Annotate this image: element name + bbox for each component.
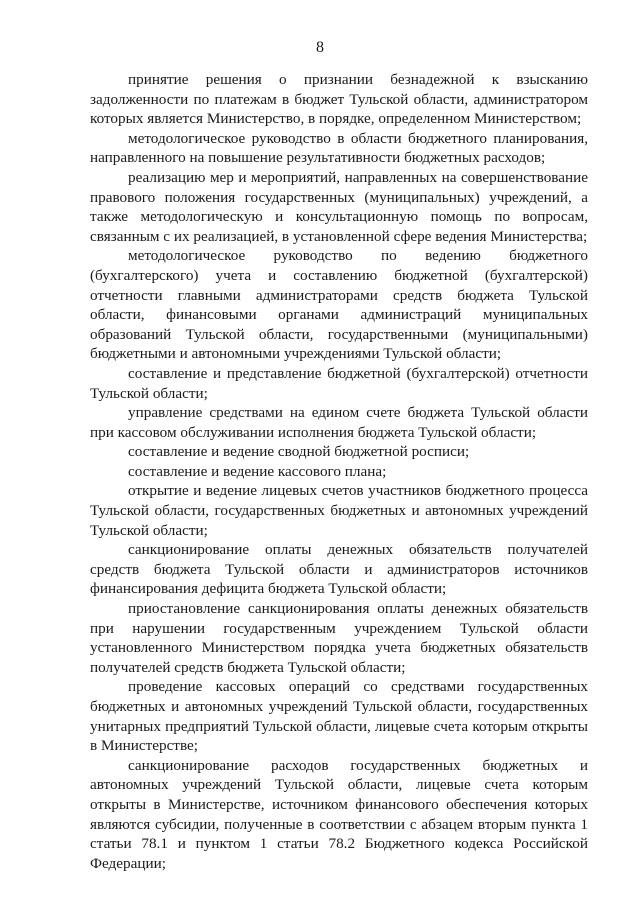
paragraph-9: открытие и ведение лицевых счетов участников бюджетного процесса Тульской области, государственных бюджетных и автономных учреждений Тульской области; <box>90 482 588 539</box>
paragraph-1: принятие решения о признании безнадежной к взысканию задолженности по платежам в бюджет Тульской области, администратором которых является Министерство, в порядке, определенном Министерством; <box>90 71 588 128</box>
paragraph-3: реализацию мер и мероприятий, направленных на совершенствование правового положения государственных (муниципальных) учреждений, а также методологическую и консультационную помощь по вопросам, связанным с их реализацией, в установленной сфере ведения Министерства; <box>90 168 588 245</box>
paragraph-6: управление средствами на едином счете бюджета Тульской области при кассовом обслуживании исполнения бюджета Тульской области; <box>90 404 588 441</box>
document-body <box>90 70 588 873</box>
paragraph-12: проведение кассовых операций со средствами государственных бюджетных и автономных учреждений Тульской области, государственных унитарных предприятий Тульской области, лицевые счета которым открыты в Министерстве; <box>90 678 588 755</box>
paragraph-7: составление и ведение сводной бюджетной росписи; <box>128 443 470 461</box>
paragraph-2: методологическое руководство в области бюджетного планирования, направленного на повышение результативности бюджетных расходов; <box>90 129 588 167</box>
paragraph-11: приостановление санкционирования оплаты денежных обязательств при нарушении государственным учреждением Тульской области установленного Министерством порядка учета бюджетных обязательств получателей средств бюджета Тульской области; <box>90 600 588 676</box>
page-number: 8 <box>316 39 324 56</box>
paragraph-10: санкционирование оплаты денежных обязательств получателей средств бюджета Тульской области и администраторов источников финансирования дефицита бюджета Тульской области; <box>90 541 588 598</box>
paragraph-4: методологическое руководство по ведению бюджетного (бухгалтерского) учета и составлению бюджетной (бухгалтерской) отчетности главными администраторами средств бюджета Тульской области, финансовыми органами администраций муниципальных образований Тульской области, государственными (муниципальными) бюджетными и автономными учреждениями Тульской области; <box>90 247 588 363</box>
paragraph-5: составление и представление бюджетной (бухгалтерской) отчетности Тульской области; <box>90 364 588 402</box>
paragraph-13: санкционирование расходов государственных бюджетных и автономных учреждений Тульской области, лицевые счета которым открыты в Министерстве, источником финансового обеспечения которых являются субсидии, полученные в соответствии с абзацем вторым пункта 1 статьи 78.1 и пунктом 1 статьи 78.2 Бюджетного кодекса Российской Федерации; <box>90 756 588 872</box>
paragraph-8: составление и ведение кассового плана; <box>128 462 387 480</box>
